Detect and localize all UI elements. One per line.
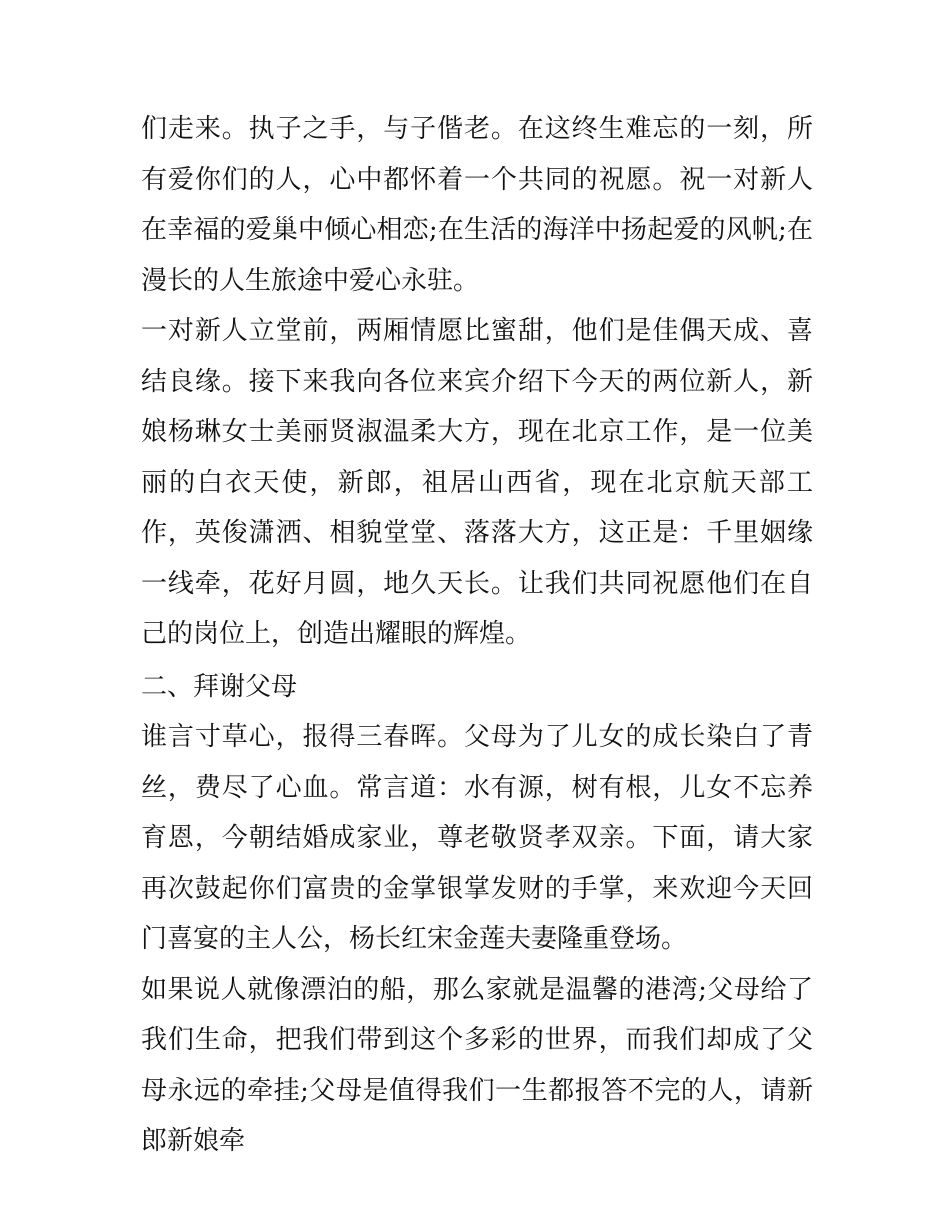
paragraph-vows: 们走来。执子之手，与子偕老。在这终生难忘的一刻，所有爱你们的人，心中都怀着一个共同的祝愿。祝一对新人在幸福的爱巢中倾心相恋;在生活的海洋中扬起爱的风帆;在漫长的人生旅途中爱心永驻。 <box>141 114 813 296</box>
paragraph-parents-gratitude: 谁言寸草心，报得三春晖。父母为了儿女的成长染白了青丝，费尽了心血。常言道：水有源，树有根，儿女不忘养育恩，今朝结婚成家业，尊老敬贤孝双亲。下面，请大家再次鼓起你们富贵的金掌银掌发财的手掌，来欢迎今天回门喜宴的主人公，杨长红宋金莲夫妻隆重登场。 <box>141 722 813 954</box>
paragraph-home-harbor: 如果说人就像漂泊的船，那么家就是温馨的港湾;父母给了我们生命，把我们带到这个多彩的世界，而我们却成了父母永远的牵挂;父母是值得我们一生都报答不完的人，请新郎新娘牵 <box>141 974 813 1156</box>
paragraph-introduction: 一对新人立堂前，两厢情愿比蜜甜，他们是佳偶天成、喜结良缘。接下来我向各位来宾介绍下今天的两位新人，新娘杨琳女士美丽贤淑温柔大方，现在北京工作，是一位美丽的白衣天使，新郎，祖居山西省，现在北京航天部工作，英俊潇洒、相貌堂堂、落落大方，这正是：千里姻缘一线牵，花好月圆，地久天长。让我们共同祝愿他们在自己的岗位上，创造出耀眼的辉煌。 <box>141 316 813 649</box>
document-body <box>141 104 813 1167</box>
section-heading-thank-parents: 二、拜谢父母 <box>141 671 298 702</box>
